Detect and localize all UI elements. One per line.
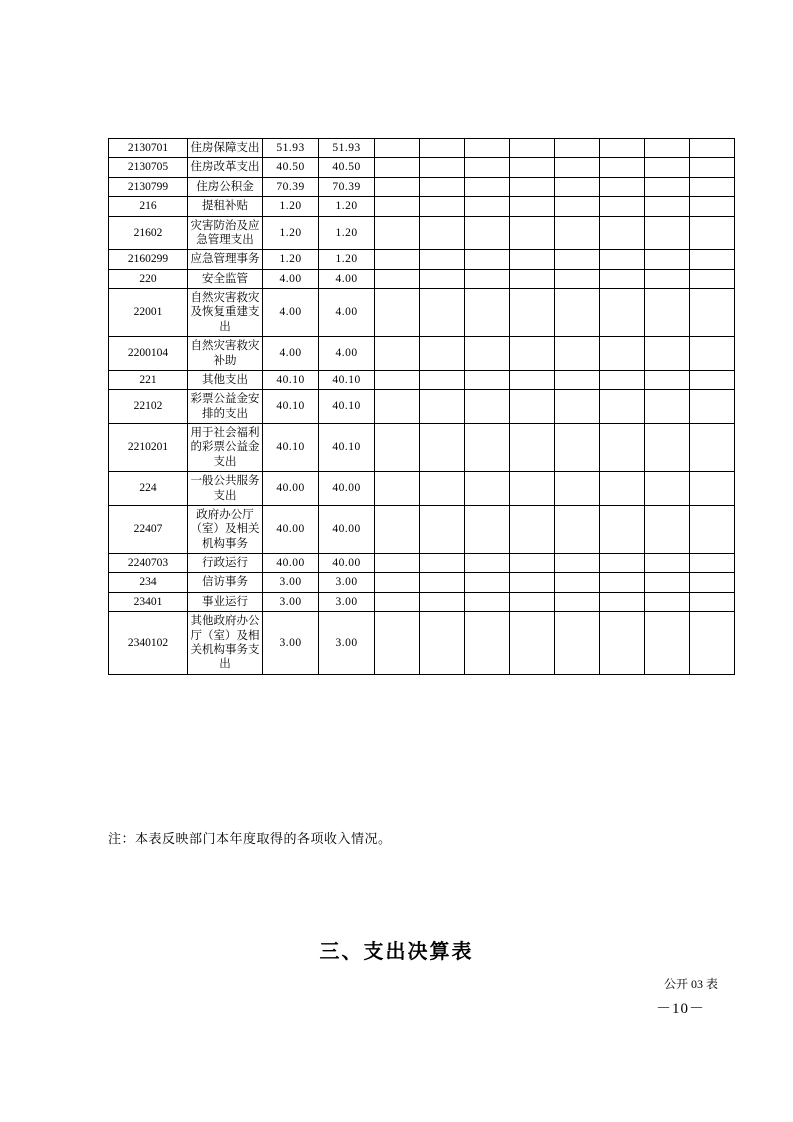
cell-empty — [555, 158, 600, 177]
form-number-label: 公开 03 表 — [663, 977, 718, 991]
cell-name: 住房公积金 — [188, 177, 263, 196]
cell-value-basic: 3.00 — [319, 573, 375, 592]
table-row — [109, 216, 735, 250]
cell-value-total: 40.00 — [263, 472, 319, 506]
cell-empty — [420, 424, 465, 472]
cell-empty — [510, 289, 555, 337]
cell-value-basic: 1.20 — [319, 197, 375, 216]
cell-value-total: 40.00 — [263, 554, 319, 573]
table-row — [109, 424, 735, 472]
cell-empty — [510, 554, 555, 573]
cell-empty — [420, 554, 465, 573]
cell-code: 23401 — [109, 592, 188, 611]
cell-empty — [465, 158, 510, 177]
cell-empty — [375, 573, 420, 592]
cell-value-total: 70.39 — [263, 177, 319, 196]
cell-empty — [375, 370, 420, 389]
cell-name: 用于社会福利的彩票公益金支出 — [188, 424, 263, 472]
cell-code: 220 — [109, 269, 188, 288]
cell-empty — [690, 139, 735, 158]
cell-empty — [645, 250, 690, 269]
cell-value-basic: 51.93 — [319, 139, 375, 158]
cell-empty — [690, 158, 735, 177]
cell-empty — [375, 337, 420, 371]
cell-name: 提租补贴 — [188, 197, 263, 216]
cell-empty — [645, 573, 690, 592]
cell-empty — [645, 505, 690, 553]
cell-code: 22001 — [109, 289, 188, 337]
cell-empty — [375, 158, 420, 177]
cell-empty — [600, 250, 645, 269]
cell-value-basic: 70.39 — [319, 177, 375, 196]
section-title: 三、支出决算表 — [319, 941, 474, 963]
cell-empty — [555, 505, 600, 553]
cell-empty — [645, 337, 690, 371]
cell-empty — [465, 139, 510, 158]
cell-empty — [465, 573, 510, 592]
cell-empty — [375, 472, 420, 506]
cell-empty — [420, 337, 465, 371]
cell-value-basic: 3.00 — [319, 612, 375, 675]
cell-empty — [690, 197, 735, 216]
cell-value-total: 40.10 — [263, 424, 319, 472]
cell-empty — [420, 158, 465, 177]
cell-empty — [555, 177, 600, 196]
cell-empty — [420, 505, 465, 553]
cell-name: 政府办公厅（室）及相关机构事务 — [188, 505, 263, 553]
cell-code: 2130701 — [109, 139, 188, 158]
table-row — [109, 337, 735, 371]
cell-value-basic: 40.10 — [319, 390, 375, 424]
cell-empty — [465, 269, 510, 288]
cell-value-total: 4.00 — [263, 289, 319, 337]
cell-empty — [465, 370, 510, 389]
cell-empty — [600, 177, 645, 196]
cell-name: 其他支出 — [188, 370, 263, 389]
table-row — [109, 554, 735, 573]
table-body — [109, 139, 735, 675]
cell-empty — [555, 592, 600, 611]
cell-empty — [555, 390, 600, 424]
cell-value-total: 4.00 — [263, 269, 319, 288]
cell-empty — [375, 216, 420, 250]
cell-value-basic: 3.00 — [319, 592, 375, 611]
cell-name: 自然灾害救灾补助 — [188, 337, 263, 371]
cell-empty — [645, 139, 690, 158]
cell-value-basic: 4.00 — [319, 337, 375, 371]
cell-empty — [600, 370, 645, 389]
cell-empty — [465, 554, 510, 573]
cell-empty — [510, 612, 555, 675]
cell-empty — [600, 573, 645, 592]
cell-empty — [645, 554, 690, 573]
cell-empty — [375, 424, 420, 472]
table-row — [109, 269, 735, 288]
cell-empty — [555, 197, 600, 216]
cell-name: 应急管理事务 — [188, 250, 263, 269]
cell-empty — [420, 197, 465, 216]
cell-empty — [510, 505, 555, 553]
cell-empty — [690, 505, 735, 553]
cell-empty — [465, 424, 510, 472]
cell-empty — [375, 592, 420, 611]
cell-empty — [510, 250, 555, 269]
cell-empty — [690, 592, 735, 611]
cell-empty — [645, 370, 690, 389]
cell-empty — [555, 337, 600, 371]
cell-empty — [690, 424, 735, 472]
cell-empty — [645, 472, 690, 506]
cell-empty — [375, 197, 420, 216]
cell-empty — [690, 573, 735, 592]
cell-empty — [555, 250, 600, 269]
cell-empty — [465, 197, 510, 216]
cell-empty — [645, 197, 690, 216]
cell-name: 安全监管 — [188, 269, 263, 288]
cell-empty — [510, 158, 555, 177]
cell-empty — [600, 505, 645, 553]
cell-name: 自然灾害救灾及恢复重建支出 — [188, 289, 263, 337]
cell-name: 信访事务 — [188, 573, 263, 592]
cell-empty — [690, 612, 735, 675]
cell-empty — [645, 158, 690, 177]
cell-code: 221 — [109, 370, 188, 389]
cell-empty — [420, 177, 465, 196]
cell-empty — [510, 216, 555, 250]
cell-code: 224 — [109, 472, 188, 506]
cell-value-basic: 40.00 — [319, 472, 375, 506]
cell-code: 2200104 — [109, 337, 188, 371]
table-row — [109, 177, 735, 196]
cell-empty — [690, 289, 735, 337]
cell-empty — [420, 139, 465, 158]
cell-empty — [600, 216, 645, 250]
cell-empty — [645, 289, 690, 337]
cell-empty — [690, 269, 735, 288]
cell-code: 22407 — [109, 505, 188, 553]
table-row — [109, 197, 735, 216]
table-row — [109, 505, 735, 553]
cell-empty — [555, 216, 600, 250]
cell-value-basic: 4.00 — [319, 269, 375, 288]
table-row — [109, 370, 735, 389]
cell-value-total: 4.00 — [263, 337, 319, 371]
cell-empty — [645, 390, 690, 424]
cell-code: 2340102 — [109, 612, 188, 675]
cell-empty — [375, 612, 420, 675]
cell-empty — [465, 289, 510, 337]
cell-name: 其他政府办公厅（室）及相关机构事务支出 — [188, 612, 263, 675]
cell-value-total: 51.93 — [263, 139, 319, 158]
cell-empty — [600, 197, 645, 216]
cell-empty — [600, 592, 645, 611]
table-row — [109, 390, 735, 424]
table-row — [109, 592, 735, 611]
table-row — [109, 612, 735, 675]
cell-empty — [645, 177, 690, 196]
cell-empty — [600, 424, 645, 472]
cell-name: 事业运行 — [188, 592, 263, 611]
cell-empty — [600, 269, 645, 288]
cell-empty — [600, 337, 645, 371]
cell-empty — [510, 197, 555, 216]
cell-value-basic: 40.00 — [319, 554, 375, 573]
cell-empty — [645, 269, 690, 288]
cell-empty — [465, 612, 510, 675]
cell-code: 21602 — [109, 216, 188, 250]
cell-empty — [420, 370, 465, 389]
cell-empty — [510, 177, 555, 196]
cell-value-basic: 1.20 — [319, 250, 375, 269]
cell-value-basic: 1.20 — [319, 216, 375, 250]
expenditure-table — [108, 138, 735, 675]
cell-empty — [375, 505, 420, 553]
cell-empty — [600, 554, 645, 573]
table-row — [109, 250, 735, 269]
cell-value-total: 3.00 — [263, 592, 319, 611]
cell-empty — [555, 573, 600, 592]
cell-empty — [375, 390, 420, 424]
cell-value-total: 40.00 — [263, 505, 319, 553]
cell-code: 2210201 — [109, 424, 188, 472]
cell-empty — [510, 370, 555, 389]
cell-empty — [600, 289, 645, 337]
cell-empty — [600, 139, 645, 158]
cell-empty — [420, 289, 465, 337]
cell-empty — [555, 289, 600, 337]
cell-empty — [465, 390, 510, 424]
cell-value-total: 3.00 — [263, 573, 319, 592]
cell-empty — [375, 250, 420, 269]
cell-empty — [690, 216, 735, 250]
cell-empty — [375, 139, 420, 158]
cell-value-total: 1.20 — [263, 250, 319, 269]
cell-code: 2130799 — [109, 177, 188, 196]
cell-value-basic: 40.00 — [319, 505, 375, 553]
cell-empty — [510, 390, 555, 424]
cell-empty — [420, 269, 465, 288]
table-row — [109, 139, 735, 158]
cell-empty — [600, 390, 645, 424]
cell-name: 住房改革支出 — [188, 158, 263, 177]
cell-value-total: 1.20 — [263, 216, 319, 250]
cell-empty — [420, 573, 465, 592]
cell-empty — [510, 269, 555, 288]
cell-code: 2240703 — [109, 554, 188, 573]
cell-empty — [690, 390, 735, 424]
cell-empty — [510, 337, 555, 371]
cell-value-total: 1.20 — [263, 197, 319, 216]
cell-empty — [420, 592, 465, 611]
cell-empty — [600, 612, 645, 675]
cell-empty — [600, 158, 645, 177]
cell-value-total: 40.10 — [263, 390, 319, 424]
cell-code: 216 — [109, 197, 188, 216]
cell-empty — [690, 472, 735, 506]
cell-code: 2130705 — [109, 158, 188, 177]
table-row — [109, 573, 735, 592]
cell-empty — [690, 250, 735, 269]
cell-empty — [465, 337, 510, 371]
cell-empty — [555, 424, 600, 472]
cell-empty — [555, 139, 600, 158]
cell-empty — [690, 554, 735, 573]
cell-empty — [555, 612, 600, 675]
cell-empty — [555, 269, 600, 288]
cell-empty — [600, 472, 645, 506]
cell-empty — [690, 370, 735, 389]
cell-value-total: 40.50 — [263, 158, 319, 177]
cell-value-basic: 40.50 — [319, 158, 375, 177]
cell-empty — [420, 612, 465, 675]
cell-empty — [465, 505, 510, 553]
cell-empty — [555, 370, 600, 389]
cell-name: 灾害防治及应急管理支出 — [188, 216, 263, 250]
table-row — [109, 289, 735, 337]
cell-empty — [465, 592, 510, 611]
cell-empty — [510, 472, 555, 506]
cell-value-basic: 40.10 — [319, 424, 375, 472]
cell-empty — [375, 554, 420, 573]
cell-name: 行政运行 — [188, 554, 263, 573]
cell-empty — [510, 424, 555, 472]
table-row — [109, 158, 735, 177]
table-row — [109, 472, 735, 506]
cell-empty — [690, 177, 735, 196]
cell-empty — [510, 573, 555, 592]
cell-name: 一般公共服务支出 — [188, 472, 263, 506]
cell-empty — [645, 216, 690, 250]
cell-empty — [420, 390, 465, 424]
cell-code: 2160299 — [109, 250, 188, 269]
cell-empty — [375, 269, 420, 288]
cell-empty — [465, 177, 510, 196]
table-note: 注：本表反映部门本年度取得的各项收入情况。 — [108, 831, 392, 846]
cell-code: 22102 — [109, 390, 188, 424]
cell-empty — [465, 250, 510, 269]
cell-value-basic: 40.10 — [319, 370, 375, 389]
cell-code: 234 — [109, 573, 188, 592]
cell-empty — [510, 139, 555, 158]
cell-empty — [420, 250, 465, 269]
cell-empty — [645, 424, 690, 472]
cell-value-total: 3.00 — [263, 612, 319, 675]
cell-name: 彩票公益金安排的支出 — [188, 390, 263, 424]
cell-value-basic: 4.00 — [319, 289, 375, 337]
expenditure-table-container — [108, 138, 686, 675]
cell-empty — [420, 216, 465, 250]
cell-empty — [645, 612, 690, 675]
page-number-label: －10－ — [655, 1001, 705, 1017]
cell-empty — [420, 472, 465, 506]
cell-empty — [555, 472, 600, 506]
cell-empty — [375, 177, 420, 196]
cell-empty — [465, 216, 510, 250]
cell-empty — [555, 554, 600, 573]
cell-value-total: 40.10 — [263, 370, 319, 389]
cell-name: 住房保障支出 — [188, 139, 263, 158]
cell-empty — [645, 592, 690, 611]
cell-empty — [465, 472, 510, 506]
cell-empty — [690, 337, 735, 371]
cell-empty — [510, 592, 555, 611]
cell-empty — [375, 289, 420, 337]
